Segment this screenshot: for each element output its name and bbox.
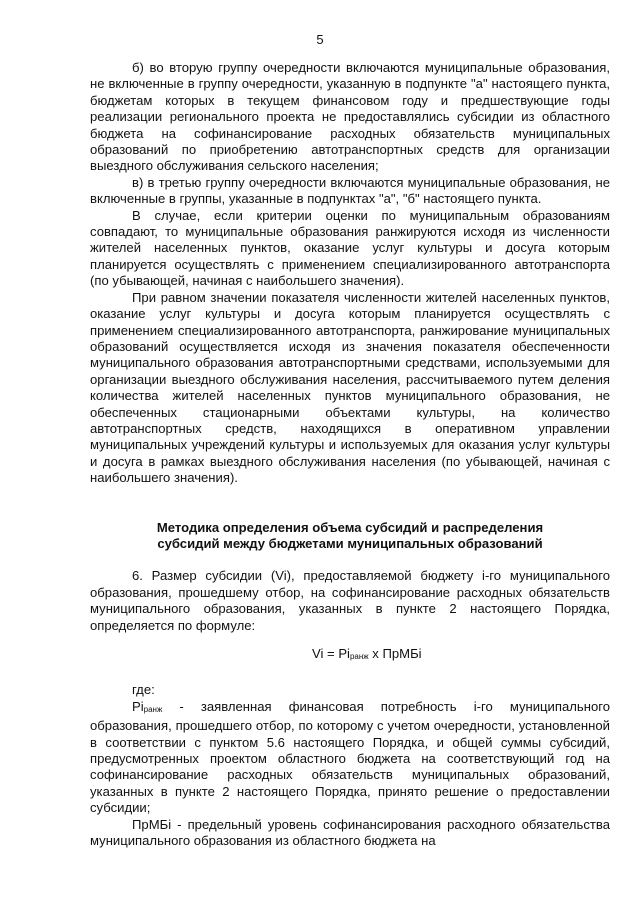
definition-pi-subscript: ранж [143,704,163,714]
section-heading [90,520,610,553]
formula-right: x ПрМБi [368,646,422,661]
paragraph-tie-criteria: В случае, если критерии оценки по муниципальным образованиям совпадают, то муниципальные образования ранжируются исходя из численности жителей населенных пунктов, оказание услуг культуры и досуга которым планируется осуществлять с применением специализированного автотранспорта (по убывающей, начиная с наибольшего значения). [90,207,610,289]
paragraph-subitem-v: в) в третью группу очередности включаются муниципальные образования, не включенные в группы, указанные в подпунктах "а", "б" настоящего пункта. [90,174,610,207]
formula-left: Vi = Pi [312,646,350,661]
definition-pi-ranzh [90,699,610,817]
definition-pi-term: Pi [132,698,144,714]
where-label: где: [132,682,155,698]
definition-pi-text: - заявленная финансовая потребность i-го муниципального образования, прошедшего отбор, по которому с учетом очередности, установленной в соответствии с пунктом 5.6 настоящего Порядка, и общей суммы субсидий, предусмотренных проектом областного бюджета на соответствующий год на софинансирование расходных обязательств муниципальных образований, указанных в пункте 2 настоящего Порядка, принято решение о предоставлении субсидии; [90,698,610,816]
paragraph-subitem-b: б) во вторую группу очередности включаются муниципальные образования, не включенные в группу очередности, указанную в подпункте "а" настоящего пункта, бюджетам которых в текущем финансовом году и предшествующие годы реализации регионального проекта не предоставлялись субсидии из областного бюджета на софинансирование расходных обязательств муниципальных образований по приобретению автотранспортных средств для организации выездного обслуживания сельского населения; [90,60,610,174]
definition-prmb: ПрМБi - предельный уровень софинансирования расходного обязательства муниципального образования из областного бюджета на [90,816,610,849]
subsidy-formula [90,646,610,665]
document-body [90,60,610,849]
page-number: 5 [316,32,324,47]
section-heading-line-1: Методика определения объема субсидий и распределения [156,519,544,535]
paragraph-6: 6. Размер субсидии (Vi), предоставляемой бюджету i-го муниципального образования, прошедшему отбор, на софинансирование расходных обязательств муниципального образования, указанных в пункте 2 настоящего Порядка, определяется по формуле: [90,568,610,633]
paragraph-equal-population: При равном значении показателя численности жителей населенных пунктов, оказание услуг культуры и досуга которым планируется осуществлять с применением специализированного автотранспорта, ранжирование муниципальных образований осуществляется исходя из значения показателя обеспеченности муниципального образования автотранспортными средствами, используемыми для организации выездного обслуживания населения, рассчитываемого путем деления количества жителей населенных пунктов муниципального образования, не обеспеченных стационарными объектами культуры, на количество автотранспортных средств, находящихся в оперативном управлении муниципальных учреждений культуры и используемых для оказания услуг культуры и досуга в рамках выездного обслуживания населения (по убывающей, начиная с наибольшего значения). [90,289,610,486]
section-heading-line-2: субсидий между бюджетами муниципальных образований [157,535,543,551]
formula-subscript: ранж [349,652,369,661]
